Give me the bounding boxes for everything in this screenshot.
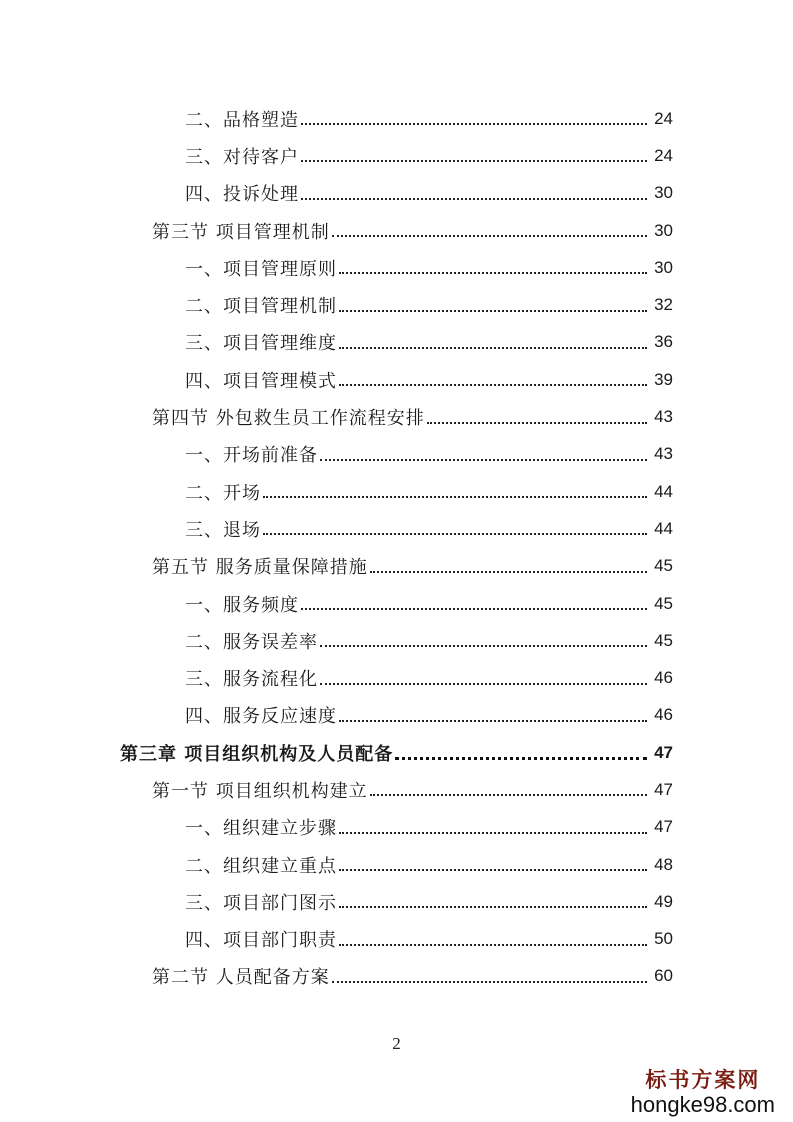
toc-entry[interactable] [0,585,793,622]
toc-entry[interactable] [0,921,793,958]
toc-entry-page: 46 [654,705,673,725]
toc-section[interactable] [0,548,793,585]
dot-leader [339,943,647,946]
toc-entry-page: 44 [654,481,673,501]
toc-section[interactable] [0,212,793,249]
dot-leader [370,570,647,573]
toc-entry-page: 45 [654,593,673,613]
toc-entry[interactable] [0,473,793,510]
dot-leader [320,644,647,647]
toc-chapter[interactable] [0,734,793,771]
toc-chapter-label: 第三章 项目组织机构及人员配备 [120,743,394,765]
toc-entry-page: 24 [654,108,673,128]
toc-entry-page: 30 [654,183,673,203]
toc-entry-label: 二、开场 [185,482,261,504]
toc-entry[interactable] [0,286,793,323]
toc-entry-page: 44 [654,518,673,538]
toc-section-label: 第二节 人员配备方案 [152,967,330,989]
toc-entry-page: 36 [654,332,673,352]
toc-section-page: 30 [654,220,673,240]
toc-entry-label: 一、组织建立步骤 [185,818,337,840]
dot-leader [427,421,647,424]
toc-entry-page: 48 [654,854,673,874]
toc-entry[interactable] [0,249,793,286]
toc-section-page: 43 [654,407,673,427]
toc-entry[interactable] [0,809,793,846]
dot-leader [339,383,647,386]
watermark-logo [631,1068,775,1118]
toc-entry[interactable] [0,510,793,547]
toc-section-page: 60 [654,966,673,986]
toc-entry-label: 三、项目部门图示 [185,892,337,914]
toc-section-page: 47 [654,779,673,799]
dot-leader [339,719,647,722]
toc-section[interactable] [0,771,793,808]
toc-entry-page: 50 [654,929,673,949]
toc-entry-label: 四、投诉处理 [185,184,299,206]
toc-entry-page: 39 [654,369,673,389]
toc-entry-label: 四、项目部门职责 [185,930,337,952]
dot-leader [339,905,647,908]
toc-entry[interactable] [0,436,793,473]
dot-leader [339,271,647,274]
toc-entry-label: 三、项目管理维度 [185,333,337,355]
toc-entry-label: 二、服务误差率 [185,631,318,653]
toc-chapter-page: 47 [654,742,673,762]
dot-leader [339,831,647,834]
toc-entry-label: 四、项目管理模式 [185,370,337,392]
toc-entry-label: 一、服务频度 [185,594,299,616]
toc-entry-label: 二、项目管理机制 [185,296,337,318]
toc-entry-page: 45 [654,630,673,650]
toc-section-label: 第三节 项目管理机制 [152,221,330,243]
dot-leader [301,122,647,125]
dot-leader [339,346,647,349]
toc-entry[interactable] [0,361,793,398]
toc-entry[interactable] [0,100,793,137]
toc-entry[interactable] [0,846,793,883]
toc-entry[interactable] [0,622,793,659]
toc-section-label: 第四节 外包救生员工作流程安排 [152,408,425,430]
toc-entry-label: 三、退场 [185,519,261,541]
watermark-url: hongke98.com [630,1092,775,1117]
toc-section[interactable] [0,958,793,995]
toc-entry-label: 二、组织建立重点 [185,855,337,877]
dot-leader [320,458,647,461]
dot-leader [332,234,647,237]
dot-leader [332,980,647,983]
dot-leader [320,682,647,685]
dot-leader [301,607,647,610]
toc-entry[interactable] [0,137,793,174]
dot-leader [263,532,647,535]
toc-entry-page: 46 [654,668,673,688]
toc-entry-page: 32 [654,295,673,315]
watermark-brand: 标书方案网 [645,1067,761,1092]
dot-leader [370,793,647,796]
table-of-contents [0,100,793,995]
toc-entry-label: 三、服务流程化 [185,669,318,691]
toc-entry-page: 49 [654,891,673,911]
toc-entry-label: 二、品格塑造 [185,109,299,131]
toc-entry-page: 30 [654,257,673,277]
toc-entry[interactable] [0,659,793,696]
toc-entry-label: 四、服务反应速度 [185,706,337,728]
toc-entry-label: 一、项目管理原则 [185,258,337,280]
toc-entry-page: 43 [654,444,673,464]
toc-entry[interactable] [0,175,793,212]
dot-leader [339,309,647,312]
dot-leader [263,495,647,498]
toc-entry-label: 一、开场前准备 [185,445,318,467]
dot-leader [301,197,647,200]
toc-entry[interactable] [0,697,793,734]
toc-section-page: 45 [654,556,673,576]
toc-entry-label: 三、对待客户 [185,146,299,168]
toc-entry-page: 24 [654,145,673,165]
toc-section-label: 第五节 服务质量保障措施 [152,557,368,579]
toc-entry-page: 47 [654,817,673,837]
dot-leader [395,756,647,760]
toc-entry[interactable] [0,883,793,920]
page-number: 2 [392,1034,401,1053]
dot-leader [339,868,647,871]
toc-section[interactable] [0,398,793,435]
toc-section-label: 第一节 项目组织机构建立 [152,780,368,802]
dot-leader [301,159,647,162]
toc-entry[interactable] [0,324,793,361]
